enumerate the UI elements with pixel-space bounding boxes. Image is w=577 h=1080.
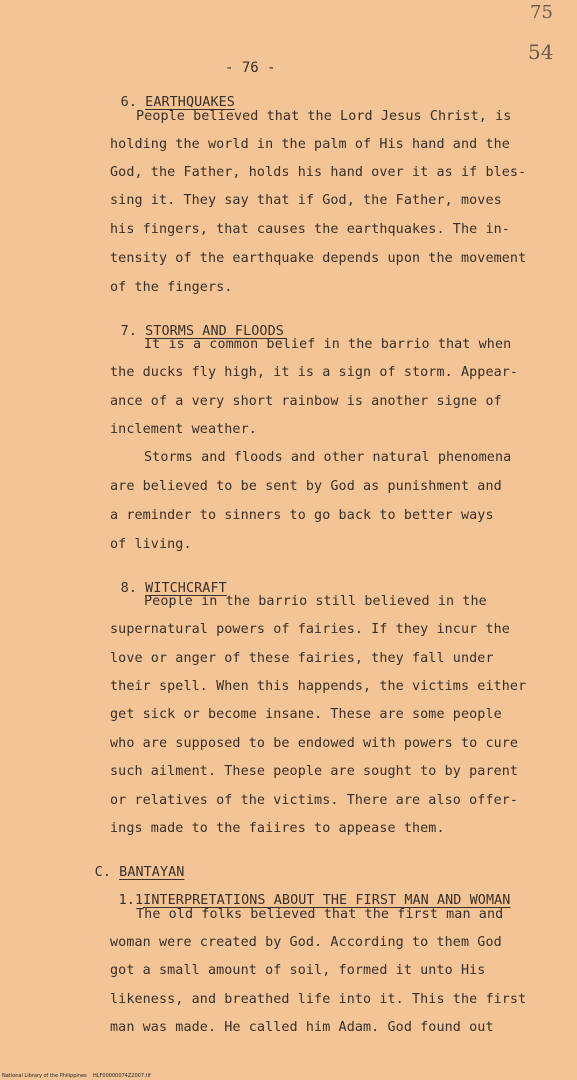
text-line: who are supposed to be endowed with powers to cure	[110, 736, 519, 751]
text-line: tensity of the earthquake depends upon the movement	[110, 251, 527, 266]
footer-caption: National Library of the Philippines HLF00000074Z2007.tif	[2, 1073, 151, 1079]
text-line: of the fingers.	[110, 280, 233, 295]
heading-number: 1.1	[118, 893, 144, 908]
text-line: got a small amount of soil, formed it unto His	[110, 963, 486, 978]
text-line: get sick or become insane. These are some people	[110, 707, 502, 722]
text-line: ance of a very short rainbow is another signe of	[110, 394, 502, 409]
text-line: their spell. When this happends, the victims either	[110, 679, 527, 694]
text-line: supernatural powers of fairies. If they incur the	[110, 622, 510, 637]
text-line: People in the barrio still believed in the	[144, 594, 487, 609]
text-line: woman were created by God. According to them God	[110, 935, 502, 950]
text-line: The old folks believed that the first man and	[136, 907, 504, 922]
text-line: ings made to the faiires to appease them.	[110, 821, 445, 836]
text-line: are believed to be sent by God as punishment and	[110, 479, 502, 494]
text-line: such ailment. These people are sought to by parent	[110, 764, 519, 779]
handwritten-side-number: 54	[528, 40, 554, 64]
page-number: - 76 -	[225, 60, 276, 76]
text-line: God, the Father, holds his hand over it as if bles-	[110, 165, 527, 180]
text-line: his fingers, that causes the earthquakes. The in-	[110, 222, 510, 237]
text-line: the ducks fly high, it is a sign of storm. Appear-	[110, 365, 519, 380]
text-line: People believed that the Lord Jesus Christ, is	[136, 109, 512, 124]
text-line: Storms and floods and other natural phenomena	[144, 450, 512, 465]
heading-text: EARTHQUAKES	[145, 95, 235, 110]
text-line: of living.	[110, 537, 192, 552]
text-line: It is a common belief in the barrio that when	[144, 337, 512, 352]
text-line: love or anger of these fairies, they fall under	[110, 651, 494, 666]
text-line: likeness, and breathed life into it. This the first	[110, 992, 527, 1007]
heading-number: 6.	[120, 95, 137, 110]
text-line: or relatives of the victims. There are also offer-	[110, 793, 519, 808]
heading-text: INTERPRETATIONS ABOUT THE FIRST MAN AND WOMAN	[143, 893, 511, 908]
text-line: sing it. They say that if God, the Father, moves	[110, 193, 502, 208]
text-line: a reminder to sinners to go back to better ways	[110, 508, 494, 523]
handwritten-page-number: 75	[530, 2, 553, 23]
text-line: inclement weather.	[110, 422, 257, 437]
heading-number: 7.	[120, 324, 137, 339]
heading-text: STORMS AND FLOODS	[145, 324, 284, 339]
heading-number: C.	[94, 865, 111, 880]
heading-text: BANTAYAN	[119, 865, 185, 880]
text-line: holding the world in the palm of His hand and the	[110, 137, 510, 152]
text-line: man was made. He called him Adam. God found out	[110, 1020, 494, 1035]
heading-number: 8.	[120, 581, 137, 596]
heading-text: WITCHCRAFT	[145, 581, 227, 596]
